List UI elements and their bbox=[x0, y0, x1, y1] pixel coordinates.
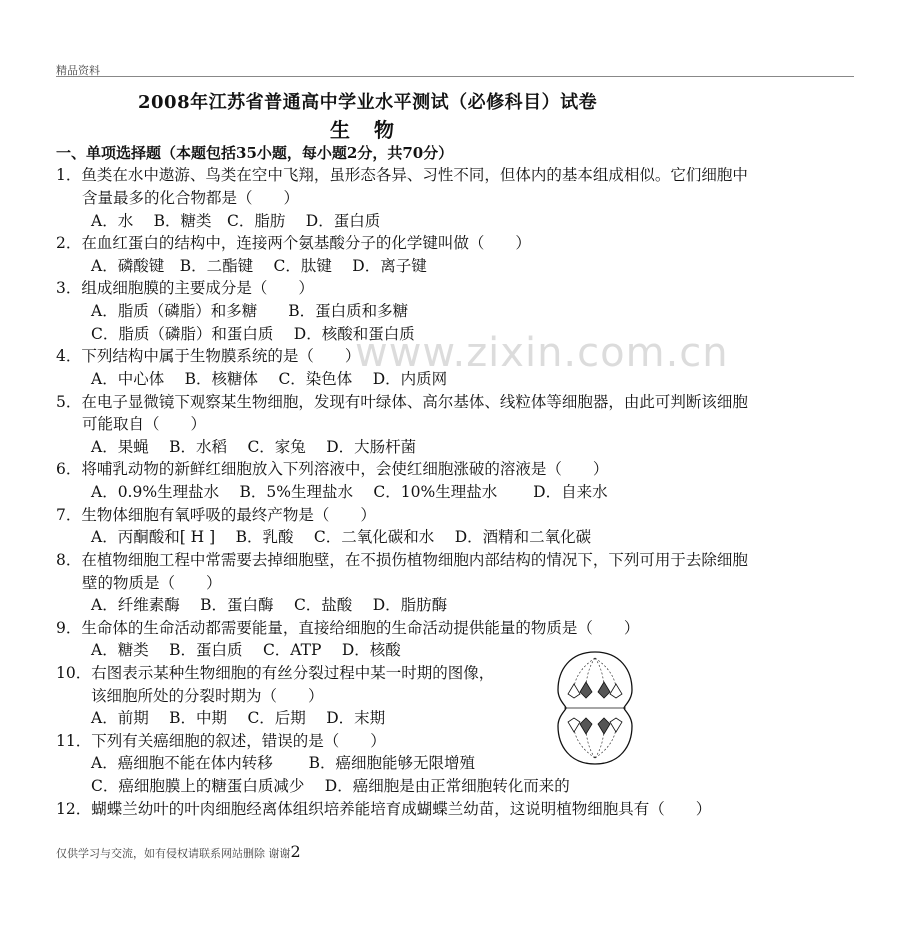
question-11: 11．下列有关癌细胞的叙述，错误的是（ ） bbox=[56, 732, 386, 750]
question-3-options-cd: C．脂质（磷脂）和蛋白质 D．核酸和蛋白质 bbox=[91, 325, 415, 343]
question-6-options: A．0.9%生理盐水 B．5%生理盐水 C．10%生理盐水 D．自来水 bbox=[91, 483, 608, 501]
question-3-options-ab: A．脂质（磷脂）和多糖 B．蛋白质和多糖 bbox=[91, 302, 409, 320]
question-9: 9．生命体的生命活动都需要能量，直接给细胞的生命活动提供能量的物质是（ ） bbox=[56, 619, 640, 637]
exam-title: 2008年江苏省普通高中学业水平测试（必修科目）试卷 bbox=[138, 92, 598, 113]
question-3: 3．组成细胞膜的主要成分是（ ） bbox=[56, 279, 314, 297]
question-6: 6．将哺乳动物的新鲜红细胞放入下列溶液中，会使红细胞涨破的溶液是（ ） bbox=[56, 460, 609, 478]
question-5-options: A．果蝇 B．水稻 C．家兔 D．大肠杆菌 bbox=[91, 438, 417, 456]
question-2: 2．在血红蛋白的结构中，连接两个氨基酸分子的化学键叫做（ ） bbox=[56, 234, 531, 252]
subject-title: 生物 bbox=[330, 118, 418, 142]
question-11-options-ab: A．癌细胞不能在体内转移 B．癌细胞能够无限增殖 bbox=[91, 754, 476, 772]
question-10-cont: 该细胞所处的分裂时期为（ ） bbox=[91, 687, 324, 705]
question-8: 8．在植物细胞工程中常需要去掉细胞壁，在不损伤植物细胞内部结构的情况下，下列可用于去除细胞 bbox=[56, 551, 748, 569]
chromosomes-upper bbox=[568, 682, 622, 698]
page-header: 精品资料 bbox=[56, 64, 100, 77]
footer-text: 仅供学习与交流，如有侵权请联系网站删除 谢谢 bbox=[56, 847, 291, 860]
question-9-options: A．糖类 B．蛋白质 C．ATP D．核酸 bbox=[91, 641, 401, 659]
question-8-options: A．纤维素酶 B．蛋白酶 C．盐酸 D．脂肪酶 bbox=[91, 596, 448, 614]
question-10: 10．右图表示某种生物细胞的有丝分裂过程中某一时期的图像， bbox=[56, 664, 495, 682]
section-heading: 一、单项选择题（本题包括35小题，每小题2分，共70分） bbox=[56, 144, 454, 162]
question-10-options: A．前期 B．中期 C．后期 D．末期 bbox=[91, 709, 386, 727]
watermark: www.zixin.com.cn bbox=[355, 330, 729, 376]
question-5-cont: 可能取自（ ） bbox=[82, 415, 207, 433]
header-divider bbox=[56, 76, 854, 77]
question-2-options: A．磷酸键 B．二酯键 C．肽键 D．离子键 bbox=[91, 257, 427, 275]
chromosomes-lower bbox=[568, 718, 622, 734]
page-footer bbox=[56, 842, 301, 861]
question-12: 12．蝴蝶兰幼叶的叶肉细胞经离体组织培养能培育成蝴蝶兰幼苗，这说明植物细胞具有（ ） bbox=[56, 800, 712, 818]
question-4: 4．下列结构中属于生物膜系统的是（ ） bbox=[56, 347, 361, 365]
question-7: 7．生物体细胞有氧呼吸的最终产物是（ ） bbox=[56, 506, 376, 524]
page-number: 2 bbox=[290, 842, 301, 861]
question-1: 1．鱼类在水中遨游、鸟类在空中飞翔，虽形态各异、习性不同，但体内的基本组成相似。它们细胞中 bbox=[56, 166, 748, 184]
question-1-options: A．水 B．糖类 C．脂肪 D．蛋白质 bbox=[91, 212, 381, 230]
question-1-cont: 含量最多的化合物都是（ ） bbox=[82, 189, 300, 207]
question-11-options-cd: C．癌细胞膜上的糖蛋白质减少 D．癌细胞是由正常细胞转化而来的 bbox=[91, 777, 570, 795]
question-5: 5．在电子显微镜下观察某生物细胞，发现有叶绿体、高尔基体、线粒体等细胞器，由此可判断该细胞 bbox=[56, 393, 748, 411]
question-8-cont: 壁的物质是（ ） bbox=[82, 574, 222, 592]
question-7-options: A．丙酮酸和[ H ] B．乳酸 C．二氧化碳和水 D．酒精和二氧化碳 bbox=[91, 528, 592, 546]
mitosis-cell-figure bbox=[552, 648, 638, 768]
question-4-options: A．中心体 B．核糖体 C．染色体 D．内质网 bbox=[91, 370, 448, 388]
